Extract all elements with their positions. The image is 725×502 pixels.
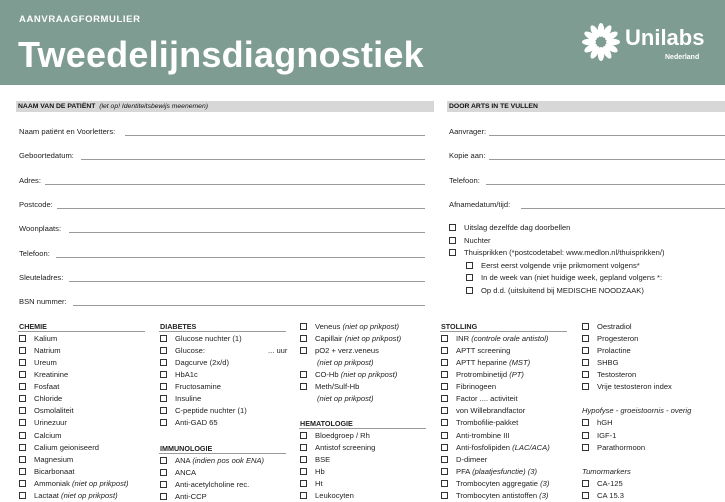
test-label: C-peptide nuchter (1) [175, 406, 247, 415]
test-testosteron[interactable] [582, 370, 636, 380]
key-address-line[interactable] [69, 281, 425, 282]
checkbox[interactable] [441, 480, 448, 487]
test-glucose[interactable] [160, 346, 288, 356]
suboption-week-of[interactable] [466, 273, 662, 283]
checkbox[interactable] [19, 347, 26, 354]
postcode-line[interactable] [57, 208, 425, 209]
checkbox[interactable] [300, 468, 307, 475]
col-head-chemie: CHEMIE [18, 322, 145, 332]
patient-phone-line[interactable] [56, 257, 425, 258]
test-calcium[interactable] [19, 431, 61, 441]
form-subtitle: AANVRAAGFORMULIER [19, 14, 141, 25]
checkbox[interactable] [466, 287, 473, 294]
test-ana[interactable] [160, 456, 264, 466]
checkbox[interactable] [19, 359, 26, 366]
checkbox[interactable] [441, 395, 448, 402]
test-label: Ureum [34, 358, 57, 367]
postcode-field[interactable] [19, 199, 53, 211]
doctor-phone-field[interactable] [449, 175, 480, 187]
test-ht[interactable] [300, 479, 323, 489]
test-label: PFA [456, 467, 470, 476]
test-leukocyten[interactable] [300, 491, 354, 501]
checkbox[interactable] [160, 469, 167, 476]
test-d-dimeer[interactable] [441, 455, 487, 465]
city-line[interactable] [69, 232, 425, 233]
checkbox[interactable] [582, 359, 589, 366]
checkbox[interactable] [300, 335, 307, 342]
col-head-immunologie: IMMUNOLOGIE [159, 444, 286, 454]
checkbox[interactable] [19, 371, 26, 378]
key-address-label: Sleuteladres: [19, 273, 64, 282]
test-note: (3) [540, 479, 550, 488]
checkbox[interactable] [160, 493, 167, 500]
test-vrije-testosteron[interactable] [582, 382, 672, 392]
option-home-collection[interactable] [449, 248, 665, 258]
checkbox[interactable] [582, 335, 589, 342]
option-same-day-call[interactable] [449, 223, 570, 233]
test-label: Dagcurve (2x/d) [175, 358, 230, 367]
test-label: Calium geioniseerd [34, 443, 100, 452]
test-magnesium[interactable] [19, 455, 73, 465]
test-label: IGF-1 [597, 431, 617, 440]
checkbox[interactable] [449, 224, 456, 231]
col-head-stolling: STOLLING [440, 322, 567, 332]
city-label: Woonplaats: [19, 224, 62, 233]
test-label: BSE [315, 455, 331, 464]
test-insuline[interactable] [160, 394, 201, 404]
test-meth-note [317, 394, 374, 404]
checkbox[interactable] [441, 347, 448, 354]
test-label: Testosteron [597, 370, 637, 379]
test-bse[interactable] [300, 455, 330, 465]
test-label: Fosfaat [34, 382, 60, 391]
test-label: Anti-CCP [175, 492, 207, 501]
test-note: (niet op prikpost) [72, 479, 129, 488]
test-trombocyten-antistoffen[interactable] [441, 491, 548, 501]
test-trombocyten-aggregatie[interactable] [441, 479, 549, 489]
test-label: Trombocyten aggregatie [456, 479, 539, 488]
test-label: Progesteron [597, 334, 639, 343]
checkbox[interactable] [160, 481, 167, 488]
copy-to-label: Kopie aan: [449, 151, 486, 160]
test-label: Anti-GAD 65 [175, 418, 218, 427]
test-bicarbonaat[interactable] [19, 467, 75, 477]
test-label: Protrombinetijd [456, 370, 508, 379]
checkbox[interactable] [19, 444, 26, 451]
birthdate-field[interactable] [19, 150, 74, 162]
subheading-tumormarkers: Tumormarkers [582, 467, 631, 476]
checkbox[interactable] [449, 249, 456, 256]
test-note: (PT) [509, 370, 524, 379]
checkbox[interactable] [582, 432, 589, 439]
test-label: SHBG [597, 358, 619, 367]
test-label: Fructosamine [175, 382, 222, 391]
test-lactaat[interactable] [19, 491, 118, 501]
subheading-hypofyse: Hypofyse - groeistoornis - overig [582, 406, 692, 415]
test-aptt-screening[interactable] [441, 346, 510, 356]
test-chloride[interactable] [19, 394, 62, 404]
test-note: (niet op prikpost) [317, 358, 374, 367]
checkbox[interactable] [300, 323, 307, 330]
checkbox[interactable] [160, 383, 167, 390]
checkbox[interactable] [160, 347, 167, 354]
test-label: Antistof screening [315, 443, 376, 452]
checkbox[interactable] [160, 395, 167, 402]
checkbox[interactable] [441, 444, 448, 451]
test-kalium[interactable] [19, 334, 57, 344]
checkbox[interactable] [582, 371, 589, 378]
test-label: Kreatinine [34, 370, 69, 379]
key-address-field[interactable] [19, 272, 63, 284]
test-label: Natrium [34, 346, 61, 355]
test-bloedgroep[interactable] [300, 431, 370, 441]
test-protrombinetijd[interactable] [441, 370, 524, 380]
test-prolactine[interactable] [582, 346, 631, 356]
bsn-line[interactable] [73, 305, 425, 306]
checkbox[interactable] [441, 456, 448, 463]
option-label: Op d.d. (uitsluitend bij MEDISCHE NOODZAAK) [481, 286, 644, 295]
test-factor-activiteit[interactable] [441, 394, 518, 404]
test-oestradiol[interactable] [582, 322, 632, 332]
checkbox[interactable] [160, 457, 167, 464]
test-note: (3) [539, 491, 549, 500]
test-calium-geioniseerd[interactable] [19, 443, 99, 453]
test-label: Lactaat [34, 491, 59, 500]
test-urinezuur[interactable] [19, 418, 67, 428]
option-label: Thuisprikken (*postcodetabel: www.medlon.nl/thuisprikken/) [464, 248, 665, 257]
logo-country-text: Nederland [665, 54, 700, 61]
checkbox[interactable] [19, 432, 26, 439]
patient-name-label: Naam patiënt en Voorletters: [19, 127, 116, 136]
test-label: Trombocyten antistoffen [456, 491, 538, 500]
test-label: Bicarbonaat [34, 467, 75, 476]
test-veneus[interactable] [300, 322, 399, 332]
test-label: pO2 + verz.veneus [315, 346, 379, 355]
unilabs-flower-icon [581, 22, 621, 62]
checkbox[interactable] [582, 492, 589, 499]
test-anca[interactable] [160, 468, 196, 478]
requester-line[interactable] [489, 135, 725, 136]
checkbox[interactable] [160, 407, 167, 414]
test-label: CA 15.3 [597, 491, 625, 500]
test-label: CO-Hb [315, 370, 339, 379]
test-label: Kalium [34, 334, 58, 343]
test-label: APTT screening [456, 346, 511, 355]
checkbox[interactable] [582, 323, 589, 330]
doctor-phone-line[interactable] [486, 184, 725, 185]
col-head-hematologie: HEMATOLOGIE [299, 419, 426, 429]
suboption-on-date[interactable] [466, 286, 644, 296]
test-antistof-screening[interactable] [300, 443, 375, 453]
bsn-label: BSN nummer: [19, 297, 67, 306]
test-label: Osmolaliteit [34, 406, 74, 415]
birthdate-label: Geboortedatum: [19, 151, 74, 160]
doctor-phone-label: Telefoon: [449, 176, 480, 185]
patient-phone-label: Telefoon: [19, 249, 50, 258]
city-field[interactable] [19, 223, 61, 235]
test-ca-15-3[interactable] [582, 491, 624, 501]
logo-brand-text: Unilabs [625, 25, 705, 50]
checkbox[interactable] [300, 383, 307, 390]
test-trombofilie[interactable] [441, 418, 518, 428]
test-hb[interactable] [300, 467, 325, 477]
address-field[interactable] [19, 175, 41, 187]
checkbox[interactable] [441, 432, 448, 439]
checkbox[interactable] [19, 335, 26, 342]
test-label: Veneus [315, 322, 341, 331]
test-progesteron[interactable] [582, 334, 638, 344]
option-fasting[interactable] [449, 236, 491, 246]
collection-datetime-line[interactable] [521, 208, 725, 209]
test-label: Insuline [175, 394, 202, 403]
header-banner [0, 0, 725, 85]
test-aptt-heparine[interactable] [441, 358, 530, 368]
checkbox[interactable] [449, 237, 456, 244]
bsn-field[interactable] [19, 296, 67, 308]
patient-name-line[interactable] [125, 135, 425, 136]
checkbox[interactable] [582, 419, 589, 426]
test-label: Anti-acetylcholine rec. [175, 480, 250, 489]
suboption-first-free[interactable] [466, 261, 640, 271]
patient-section-header [16, 101, 434, 112]
checkbox[interactable] [441, 492, 448, 499]
test-anti-ccp[interactable] [160, 492, 207, 502]
test-label: Anti-fosfolipiden [456, 443, 511, 452]
test-label: D-dimeer [456, 455, 488, 464]
test-note: (indien pos ook ENA) [192, 456, 265, 465]
test-note: (niet op prikpost) [61, 491, 118, 500]
doctor-section-title: DOOR ARTS IN TE VULLEN [449, 103, 538, 110]
copy-to-line[interactable] [489, 159, 725, 160]
requester-field[interactable] [449, 126, 486, 138]
doctor-section-header [447, 101, 725, 112]
option-label: Uitslag dezelfde dag doorbellen [464, 223, 571, 232]
copy-to-field[interactable] [449, 150, 485, 162]
test-meth-sulf-hb[interactable] [300, 382, 359, 392]
checkbox[interactable] [19, 383, 26, 390]
unilabs-logo [581, 22, 711, 66]
option-label: Eerst eerst volgende vrije prikmoment volgens* [481, 261, 640, 270]
patient-section-note: (let op! Identiteitsbewijs meenemen) [99, 103, 209, 110]
test-label: Chloride [34, 394, 63, 403]
test-ca-125[interactable] [582, 479, 623, 489]
test-fosfaat[interactable] [19, 382, 59, 392]
checkbox[interactable] [160, 371, 167, 378]
test-label: Urinezuur [34, 418, 67, 427]
test-label: Calcium [34, 431, 62, 440]
test-label: CA-125 [597, 479, 623, 488]
test-c-peptide[interactable] [160, 406, 247, 416]
birthdate-line[interactable] [81, 159, 425, 160]
test-kreatinine[interactable] [19, 370, 68, 380]
test-label: Hb [315, 467, 325, 476]
test-label: Fibrinogeen [456, 382, 497, 391]
test-label: Vrije testosteron index [597, 382, 672, 391]
checkbox[interactable] [466, 262, 473, 269]
test-label: ANA [175, 456, 191, 465]
test-shbg[interactable] [582, 358, 619, 368]
test-note: (LAC/ACA) [512, 443, 550, 452]
test-label: Glucose nuchter (1) [175, 334, 242, 343]
col-head-diabetes: DIABETES [159, 322, 286, 332]
checkbox[interactable] [300, 432, 307, 439]
test-anti-gad[interactable] [160, 418, 218, 428]
test-dagcurve[interactable] [160, 358, 229, 368]
checkbox[interactable] [19, 492, 26, 499]
checkbox[interactable] [19, 456, 26, 463]
test-label: Meth/Sulf-Hb [315, 382, 360, 391]
test-label: HbA1c [175, 370, 198, 379]
test-label: Trombofilie-pakket [456, 418, 519, 427]
checkbox[interactable] [160, 359, 167, 366]
test-ammoniak[interactable] [19, 479, 129, 489]
address-label: Adres: [19, 176, 41, 185]
checkbox[interactable] [582, 480, 589, 487]
test-label: INR [456, 334, 470, 343]
checkbox[interactable] [300, 347, 307, 354]
checkbox[interactable] [300, 480, 307, 487]
checkbox[interactable] [19, 480, 26, 487]
test-label: APTT heparine [456, 358, 507, 367]
test-anti-trombine[interactable] [441, 431, 510, 441]
checkbox[interactable] [300, 456, 307, 463]
checkbox[interactable] [19, 419, 26, 426]
checkbox[interactable] [582, 347, 589, 354]
test-note: (niet op prikpost) [340, 370, 398, 379]
test-fructosamine[interactable] [160, 382, 221, 392]
test-label: Bloedgroep / Rh [315, 431, 370, 440]
patient-phone-field[interactable] [19, 248, 50, 260]
checkbox[interactable] [300, 492, 307, 499]
address-line[interactable] [45, 184, 425, 185]
patient-name-field[interactable] [19, 126, 115, 138]
test-natrium[interactable] [19, 346, 61, 356]
checkbox[interactable] [19, 468, 26, 475]
collection-datetime-label: Afnamedatum/tijd: [449, 200, 511, 209]
patient-section-title: NAAM VAN DE PATIËNT [18, 103, 96, 110]
test-label: Anti-trombine III [456, 431, 510, 440]
checkbox[interactable] [300, 371, 307, 378]
test-label: Ammoniak [34, 479, 70, 488]
option-label: Nuchter [464, 236, 491, 245]
test-label: Leukocyten [315, 491, 354, 500]
test-note: (niet op prikpost) [344, 334, 402, 343]
test-label: von Willebrandfactor [456, 406, 526, 415]
checkbox[interactable] [582, 383, 589, 390]
test-co-hb[interactable] [300, 370, 397, 380]
test-label: Glucose: [175, 346, 205, 355]
test-glucose-nuchter[interactable] [160, 334, 242, 344]
test-label: hGH [597, 418, 613, 427]
checkbox[interactable] [300, 444, 307, 451]
collection-datetime-field[interactable] [449, 199, 510, 211]
test-po2-note [317, 358, 374, 368]
checkbox[interactable] [19, 395, 26, 402]
test-label: Parathormoon [597, 443, 646, 452]
test-label: Prolactine [597, 346, 631, 355]
test-inr[interactable] [441, 334, 548, 344]
checkbox[interactable] [160, 335, 167, 342]
checkbox[interactable] [441, 359, 448, 366]
checkbox[interactable] [160, 419, 167, 426]
test-hgh[interactable] [582, 418, 613, 428]
checkbox[interactable] [441, 383, 448, 390]
test-label: Ht [315, 479, 323, 488]
checkbox[interactable] [441, 419, 448, 426]
test-label: Oestradiol [597, 322, 632, 331]
test-anti-fosfolipiden[interactable] [441, 443, 550, 453]
form-title: Tweedelijnsdiagnostiek [18, 34, 424, 75]
test-anti-acetylcholine[interactable] [160, 480, 249, 490]
postcode-label: Postcode: [19, 200, 53, 209]
checkbox[interactable] [441, 371, 448, 378]
test-note: (plaatjesfunctie) (3) [472, 467, 538, 476]
test-capillair[interactable] [300, 334, 401, 344]
test-note: (niet op prikpost) [342, 322, 400, 331]
test-igf-1[interactable] [582, 431, 616, 441]
test-parathormoon[interactable] [582, 443, 645, 453]
option-label: In de week van (niet huidige week, gepland volgens *: [481, 273, 663, 282]
test-label: Magnesium [34, 455, 74, 464]
test-osmolaliteit[interactable] [19, 406, 74, 416]
test-note: (niet op prikpost) [317, 394, 374, 403]
test-label: Factor .... activiteit [456, 394, 518, 403]
test-note: (MST) [509, 358, 531, 367]
test-pfa[interactable] [441, 467, 537, 477]
checkbox[interactable] [582, 444, 589, 451]
test-label: ANCA [175, 468, 197, 477]
checkbox[interactable] [441, 468, 448, 475]
test-po2[interactable] [300, 346, 379, 356]
checkbox[interactable] [19, 407, 26, 414]
checkbox[interactable] [441, 407, 448, 414]
test-hba1c[interactable] [160, 370, 198, 380]
test-fibrinogeen[interactable] [441, 382, 496, 392]
test-note: (controle orale antistol) [471, 334, 549, 343]
test-ureum[interactable] [19, 358, 57, 368]
requester-label: Aanvrager: [449, 127, 487, 136]
checkbox[interactable] [441, 335, 448, 342]
test-label: Capillair [315, 334, 343, 343]
test-von-willebrand[interactable] [441, 406, 525, 416]
glucose-hour-field[interactable]: ... uur [268, 346, 288, 355]
checkbox[interactable] [466, 274, 473, 281]
